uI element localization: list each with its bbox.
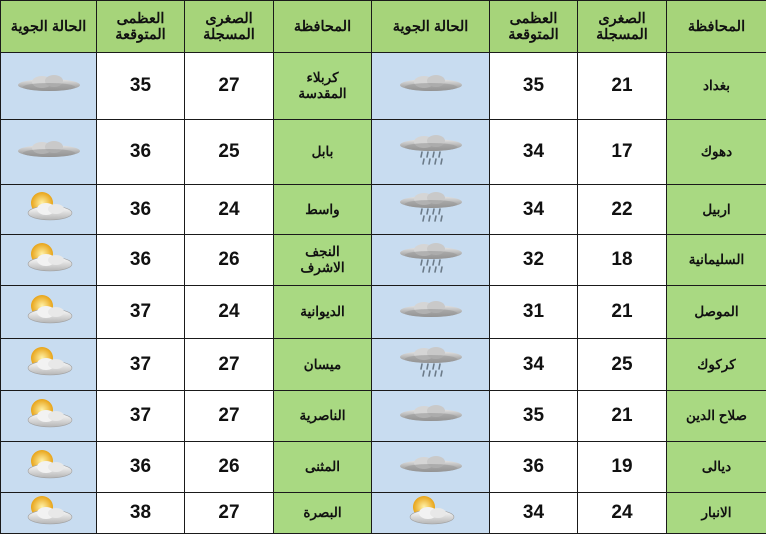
- weather-cell: [372, 442, 490, 493]
- min-temp: 22: [578, 185, 667, 235]
- partly-cloudy-icon: [405, 494, 457, 528]
- table-row: [1, 339, 766, 391]
- partly-cloudy-icon: [23, 190, 75, 224]
- header-max: العظمى المتوقعة: [490, 1, 578, 53]
- rain-icon: [398, 190, 464, 224]
- province-name: ديالى: [667, 442, 766, 493]
- cloudy-icon: [16, 73, 82, 95]
- province-name: المثنى: [274, 442, 372, 493]
- max-temp: 35: [490, 391, 578, 442]
- max-temp: 37: [97, 339, 185, 391]
- min-temp: 19: [578, 442, 667, 493]
- min-temp: 21: [578, 286, 667, 339]
- weather-cell: [1, 53, 97, 120]
- min-temp: 27: [185, 391, 274, 442]
- province-name: صلاح الدين: [667, 391, 766, 442]
- min-temp: 24: [185, 286, 274, 339]
- province-name: بغداد: [667, 53, 766, 120]
- min-temp: 25: [185, 120, 274, 185]
- province-name: السليمانية: [667, 235, 766, 286]
- table-row: [1, 493, 766, 534]
- partly-cloudy-icon: [23, 448, 75, 482]
- weather-cell: [372, 120, 490, 185]
- table-row: [1, 120, 766, 185]
- table-row: [1, 391, 766, 442]
- table-row: [1, 286, 766, 339]
- min-temp: 27: [185, 53, 274, 120]
- min-temp: 26: [185, 442, 274, 493]
- province-name: النجف الاشرف: [274, 235, 372, 286]
- max-temp: 36: [97, 185, 185, 235]
- province-name: كربلاء المقدسة: [274, 53, 372, 120]
- province-name: ميسان: [274, 339, 372, 391]
- max-temp: 37: [97, 391, 185, 442]
- weather-cell: [372, 286, 490, 339]
- max-temp: 31: [490, 286, 578, 339]
- weather-cell: [1, 235, 97, 286]
- province-name: واسط: [274, 185, 372, 235]
- weather-cell: [372, 493, 490, 534]
- table-row: [1, 53, 766, 120]
- header-min: الصغرى المسجلة: [185, 1, 274, 53]
- province-name: الناصرية: [274, 391, 372, 442]
- max-temp: 34: [490, 493, 578, 534]
- partly-cloudy-icon: [23, 241, 75, 275]
- max-temp: 34: [490, 120, 578, 185]
- max-temp: 36: [97, 442, 185, 493]
- partly-cloudy-icon: [23, 293, 75, 327]
- province-name: كركوك: [667, 339, 766, 391]
- header-min: الصغرى المسجلة: [578, 1, 667, 53]
- rain-icon: [398, 133, 464, 167]
- max-temp: 36: [97, 120, 185, 185]
- province-name: الديوانية: [274, 286, 372, 339]
- province-name: الموصل: [667, 286, 766, 339]
- partly-cloudy-icon: [23, 345, 75, 379]
- max-temp: 34: [490, 185, 578, 235]
- table-row: [1, 185, 766, 235]
- partly-cloudy-icon: [23, 494, 75, 528]
- partly-cloudy-icon: [23, 397, 75, 431]
- min-temp: 27: [185, 493, 274, 534]
- table-row: [1, 235, 766, 286]
- weather-cell: [1, 120, 97, 185]
- min-temp: 24: [185, 185, 274, 235]
- min-temp: 21: [578, 53, 667, 120]
- weather-cell: [372, 185, 490, 235]
- weather-cell: [1, 442, 97, 493]
- weather-cell: [372, 391, 490, 442]
- header-province: المحافظة: [274, 1, 372, 53]
- max-temp: 38: [97, 493, 185, 534]
- province-name: البصرة: [274, 493, 372, 534]
- header-province: المحافظة: [667, 1, 766, 53]
- weather-cell: [1, 339, 97, 391]
- cloudy-icon: [16, 139, 82, 161]
- header-weather: الحالة الجوية: [1, 1, 97, 53]
- min-temp: 17: [578, 120, 667, 185]
- min-temp: 18: [578, 235, 667, 286]
- rain-icon: [398, 345, 464, 379]
- weather-cell: [1, 286, 97, 339]
- province-name: دهوك: [667, 120, 766, 185]
- max-temp: 36: [97, 235, 185, 286]
- weather-cell: [1, 391, 97, 442]
- max-temp: 37: [97, 286, 185, 339]
- header-weather: الحالة الجوية: [372, 1, 490, 53]
- cloudy-icon: [398, 454, 464, 476]
- weather-cell: [372, 53, 490, 120]
- max-temp: 32: [490, 235, 578, 286]
- min-temp: 25: [578, 339, 667, 391]
- max-temp: 34: [490, 339, 578, 391]
- weather-cell: [1, 185, 97, 235]
- header-row: [1, 1, 766, 53]
- header-max: العظمى المتوقعة: [97, 1, 185, 53]
- max-temp: 35: [490, 53, 578, 120]
- cloudy-icon: [398, 403, 464, 425]
- province-name: الانبار: [667, 493, 766, 534]
- max-temp: 35: [97, 53, 185, 120]
- rain-icon: [398, 241, 464, 275]
- table-row: [1, 442, 766, 493]
- cloudy-icon: [398, 299, 464, 321]
- max-temp: 36: [490, 442, 578, 493]
- min-temp: 26: [185, 235, 274, 286]
- cloudy-icon: [398, 73, 464, 95]
- province-name: بابل: [274, 120, 372, 185]
- weather-cell: [372, 235, 490, 286]
- min-temp: 27: [185, 339, 274, 391]
- province-name: اربيل: [667, 185, 766, 235]
- weather-cell: [372, 339, 490, 391]
- min-temp: 21: [578, 391, 667, 442]
- weather-cell: [1, 493, 97, 534]
- min-temp: 24: [578, 493, 667, 534]
